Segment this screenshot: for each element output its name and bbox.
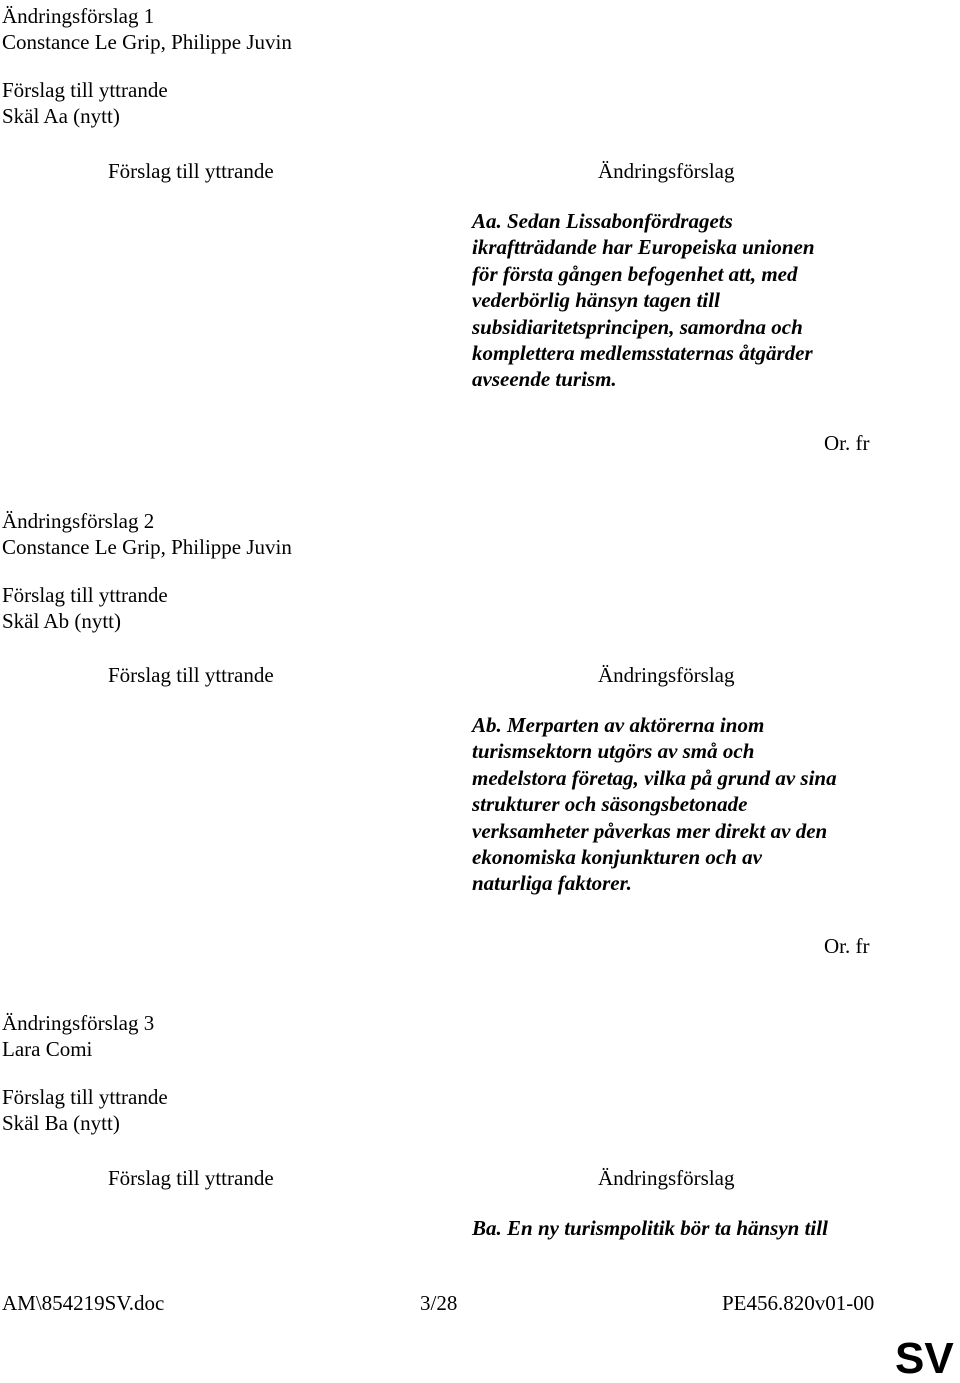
amendment-text-line: naturliga faktorer. [472,871,632,896]
amendment-text-line: ikraftträdande har Europeiska unionen [472,235,815,260]
amendment-title: Ändringsförslag 3 [2,1011,155,1035]
amendment-title: Ändringsförslag 2 [2,509,155,533]
proposal-label: Förslag till yttrande [2,1085,168,1109]
column-header-proposal: Förslag till yttrande [108,1166,274,1190]
amendment-text-line: vederbörlig hänsyn tagen till [472,288,720,313]
amendment-text [472,208,892,393]
amendment-authors: Lara Comi [2,1037,93,1061]
amendment-text-line: avseende turism. [472,367,617,392]
footer-doc-ref: AM\854219SV.doc [2,1291,165,1315]
amendment-authors: Constance Le Grip, Philippe Juvin [2,535,292,559]
original-language: Or. fr [824,934,870,958]
amendment-text-line: komplettera medlemsstaternas åtgärder [472,341,813,366]
page-footer [2,1290,882,1316]
column-header-amendment: Ändringsförslag [598,159,735,183]
footer-pe-ref: PE456.820v01-00 [722,1291,875,1315]
recital-label: Skäl Aa (nytt) [2,104,120,128]
amendment-text [472,712,892,897]
amendment-text-line: Aa. Sedan Lissabonfördragets [472,209,733,233]
recital-label: Skäl Ab (nytt) [2,609,121,633]
amendment-text-line: verksamheter påverkas mer direkt av den [472,818,828,843]
proposal-label: Förslag till yttrande [2,78,168,102]
amendment-2 [2,508,922,634]
language-code: SV [895,1334,954,1383]
amendment-text-line: medelstora företag, vilka på grund av sina [472,765,837,790]
amendment-3 [2,1010,922,1136]
amendment-text-line: ekonomiska konjunkturen och av [472,845,762,870]
amendment-text-line: subsidiaritetsprincipen, samordna och [472,314,803,339]
amendment-text-line: Ba. En ny turismpolitik bör ta hänsyn till [472,1216,828,1240]
column-header-proposal: Förslag till yttrande [108,663,274,687]
original-language: Or. fr [824,431,870,455]
footer-page-number: 3/28 [420,1291,458,1315]
proposal-label: Förslag till yttrande [2,583,168,607]
column-header-amendment: Ändringsförslag [598,663,735,687]
column-header-amendment: Ändringsförslag [598,1166,735,1190]
amendment-text-line: strukturer och säsongsbetonade [472,792,748,817]
amendment-title: Ändringsförslag 1 [2,4,155,28]
amendment-authors: Constance Le Grip, Philippe Juvin [2,30,292,54]
column-header-proposal: Förslag till yttrande [108,159,274,183]
amendment-1 [2,3,922,129]
amendment-text [472,1215,892,1241]
recital-label: Skäl Ba (nytt) [2,1111,120,1135]
amendment-text-line: för första gången befogenhet att, med [472,261,798,286]
amendment-text-line: Ab. Merparten av aktörerna inom [472,713,765,737]
amendment-text-line: turismsektorn utgörs av små och [472,739,755,764]
